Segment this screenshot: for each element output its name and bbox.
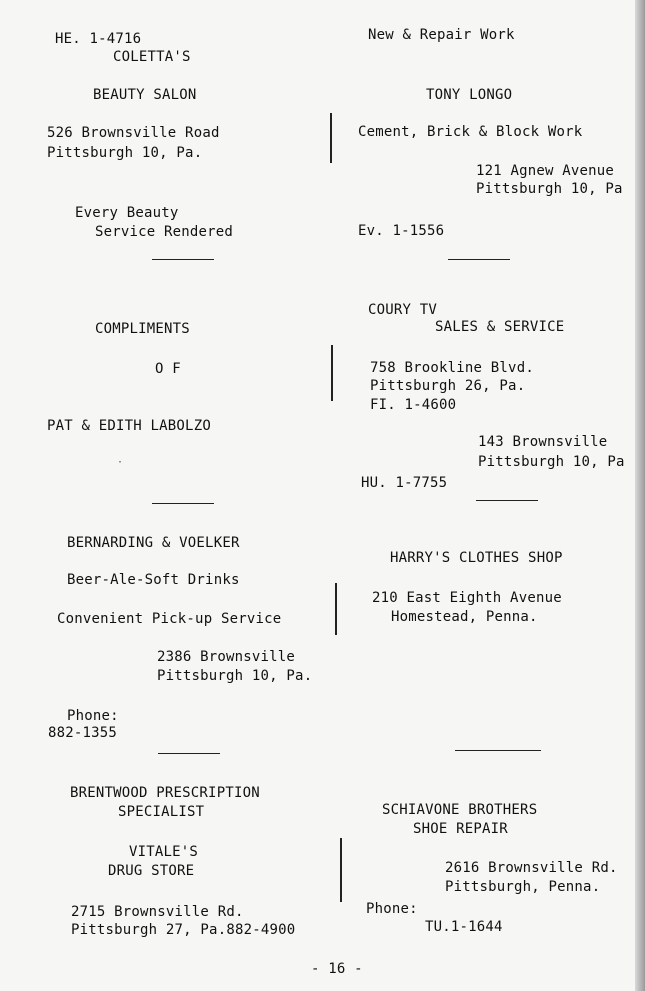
longo-service: Cement, Brick & Block Work <box>358 124 583 140</box>
coletta-address-line1: 526 Brownsville Road <box>47 125 220 141</box>
section-separator <box>152 503 214 504</box>
vitales-name-line1: VITALE'S <box>129 844 199 860</box>
labolzo-line2: O F <box>155 361 181 377</box>
longo-address-line1: 121 Agnew Avenue <box>476 163 615 179</box>
brownsville143-phone: HU. 1-7755 <box>361 475 448 491</box>
labolzo-line3: PAT & EDITH LABOLZO <box>47 418 211 434</box>
bernarding-address-line1: 2386 Brownsville <box>157 649 296 665</box>
coletta-phone: HE. 1-4716 <box>55 31 142 47</box>
coletta-name: COLETTA'S <box>113 49 191 65</box>
vitales-line1: BRENTWOOD PRESCRIPTION <box>70 785 260 801</box>
vitales-name-line2: DRUG STORE <box>108 863 195 879</box>
section-separator <box>158 753 220 754</box>
longo-phone: Ev. 1-1556 <box>358 223 445 239</box>
bernarding-phone: 882-1355 <box>48 725 118 741</box>
schiavone-phone: TU.1-1644 <box>425 919 503 935</box>
section-separator <box>152 259 214 260</box>
section-separator <box>476 500 538 501</box>
section-separator <box>448 259 510 260</box>
coletta-slogan-line1: Every Beauty <box>75 205 179 221</box>
labolzo-line1: COMPLIMENTS <box>95 321 190 337</box>
coury-service: SALES & SERVICE <box>435 319 565 335</box>
longo-name: TONY LONGO <box>426 87 513 103</box>
vitales-address-line1: 2715 Brownsville Rd. <box>71 904 244 920</box>
coury-address-line2: Pittsburgh 26, Pa. <box>370 378 526 394</box>
section-separator <box>455 750 541 751</box>
bernarding-line1: Beer-Ale-Soft Drinks <box>67 572 240 588</box>
page-number: - 16 - <box>311 961 363 977</box>
coletta-slogan-line2: Service Rendered <box>95 224 234 240</box>
bernarding-line2: Convenient Pick-up Service <box>57 611 282 627</box>
bernarding-address-line2: Pittsburgh 10, Pa. <box>157 668 313 684</box>
page-edge <box>635 0 645 991</box>
vitales-address-line2: Pittsburgh 27, Pa.882-4900 <box>71 922 296 938</box>
schiavone-service: SHOE REPAIR <box>413 821 508 837</box>
brownsville143-address-line1: 143 Brownsville <box>478 434 608 450</box>
longo-address-line2: Pittsburgh 10, Pa <box>476 181 623 197</box>
harrys-name: HARRY'S CLOTHES SHOP <box>390 550 563 566</box>
schiavone-address-line1: 2616 Brownsville Rd. <box>445 860 618 876</box>
coletta-address-line2: Pittsburgh 10, Pa. <box>47 145 203 161</box>
stray-mark: · <box>117 457 124 468</box>
brownsville143-address-line2: Pittsburgh 10, Pa <box>478 454 625 470</box>
schiavone-phone-label: Phone: <box>366 901 418 917</box>
longo-tagline: New & Repair Work <box>368 27 515 43</box>
column-divider <box>335 583 337 635</box>
schiavone-name: SCHIAVONE BROTHERS <box>382 802 538 818</box>
coletta-type: BEAUTY SALON <box>93 87 197 103</box>
vitales-line2: SPECIALIST <box>118 804 205 820</box>
bernarding-name: BERNARDING & VOELKER <box>67 535 240 551</box>
column-divider <box>331 345 333 401</box>
coury-phone: FI. 1-4600 <box>370 397 457 413</box>
bernarding-phone-label: Phone: <box>67 708 119 724</box>
harrys-address-line1: 210 East Eighth Avenue <box>372 590 562 606</box>
schiavone-address-line2: Pittsburgh, Penna. <box>445 879 601 895</box>
column-divider <box>340 838 342 902</box>
harrys-address-line2: Homestead, Penna. <box>391 609 538 625</box>
coury-address-line1: 758 Brookline Blvd. <box>370 360 534 376</box>
coury-name: COURY TV <box>368 302 438 318</box>
column-divider <box>330 113 332 163</box>
